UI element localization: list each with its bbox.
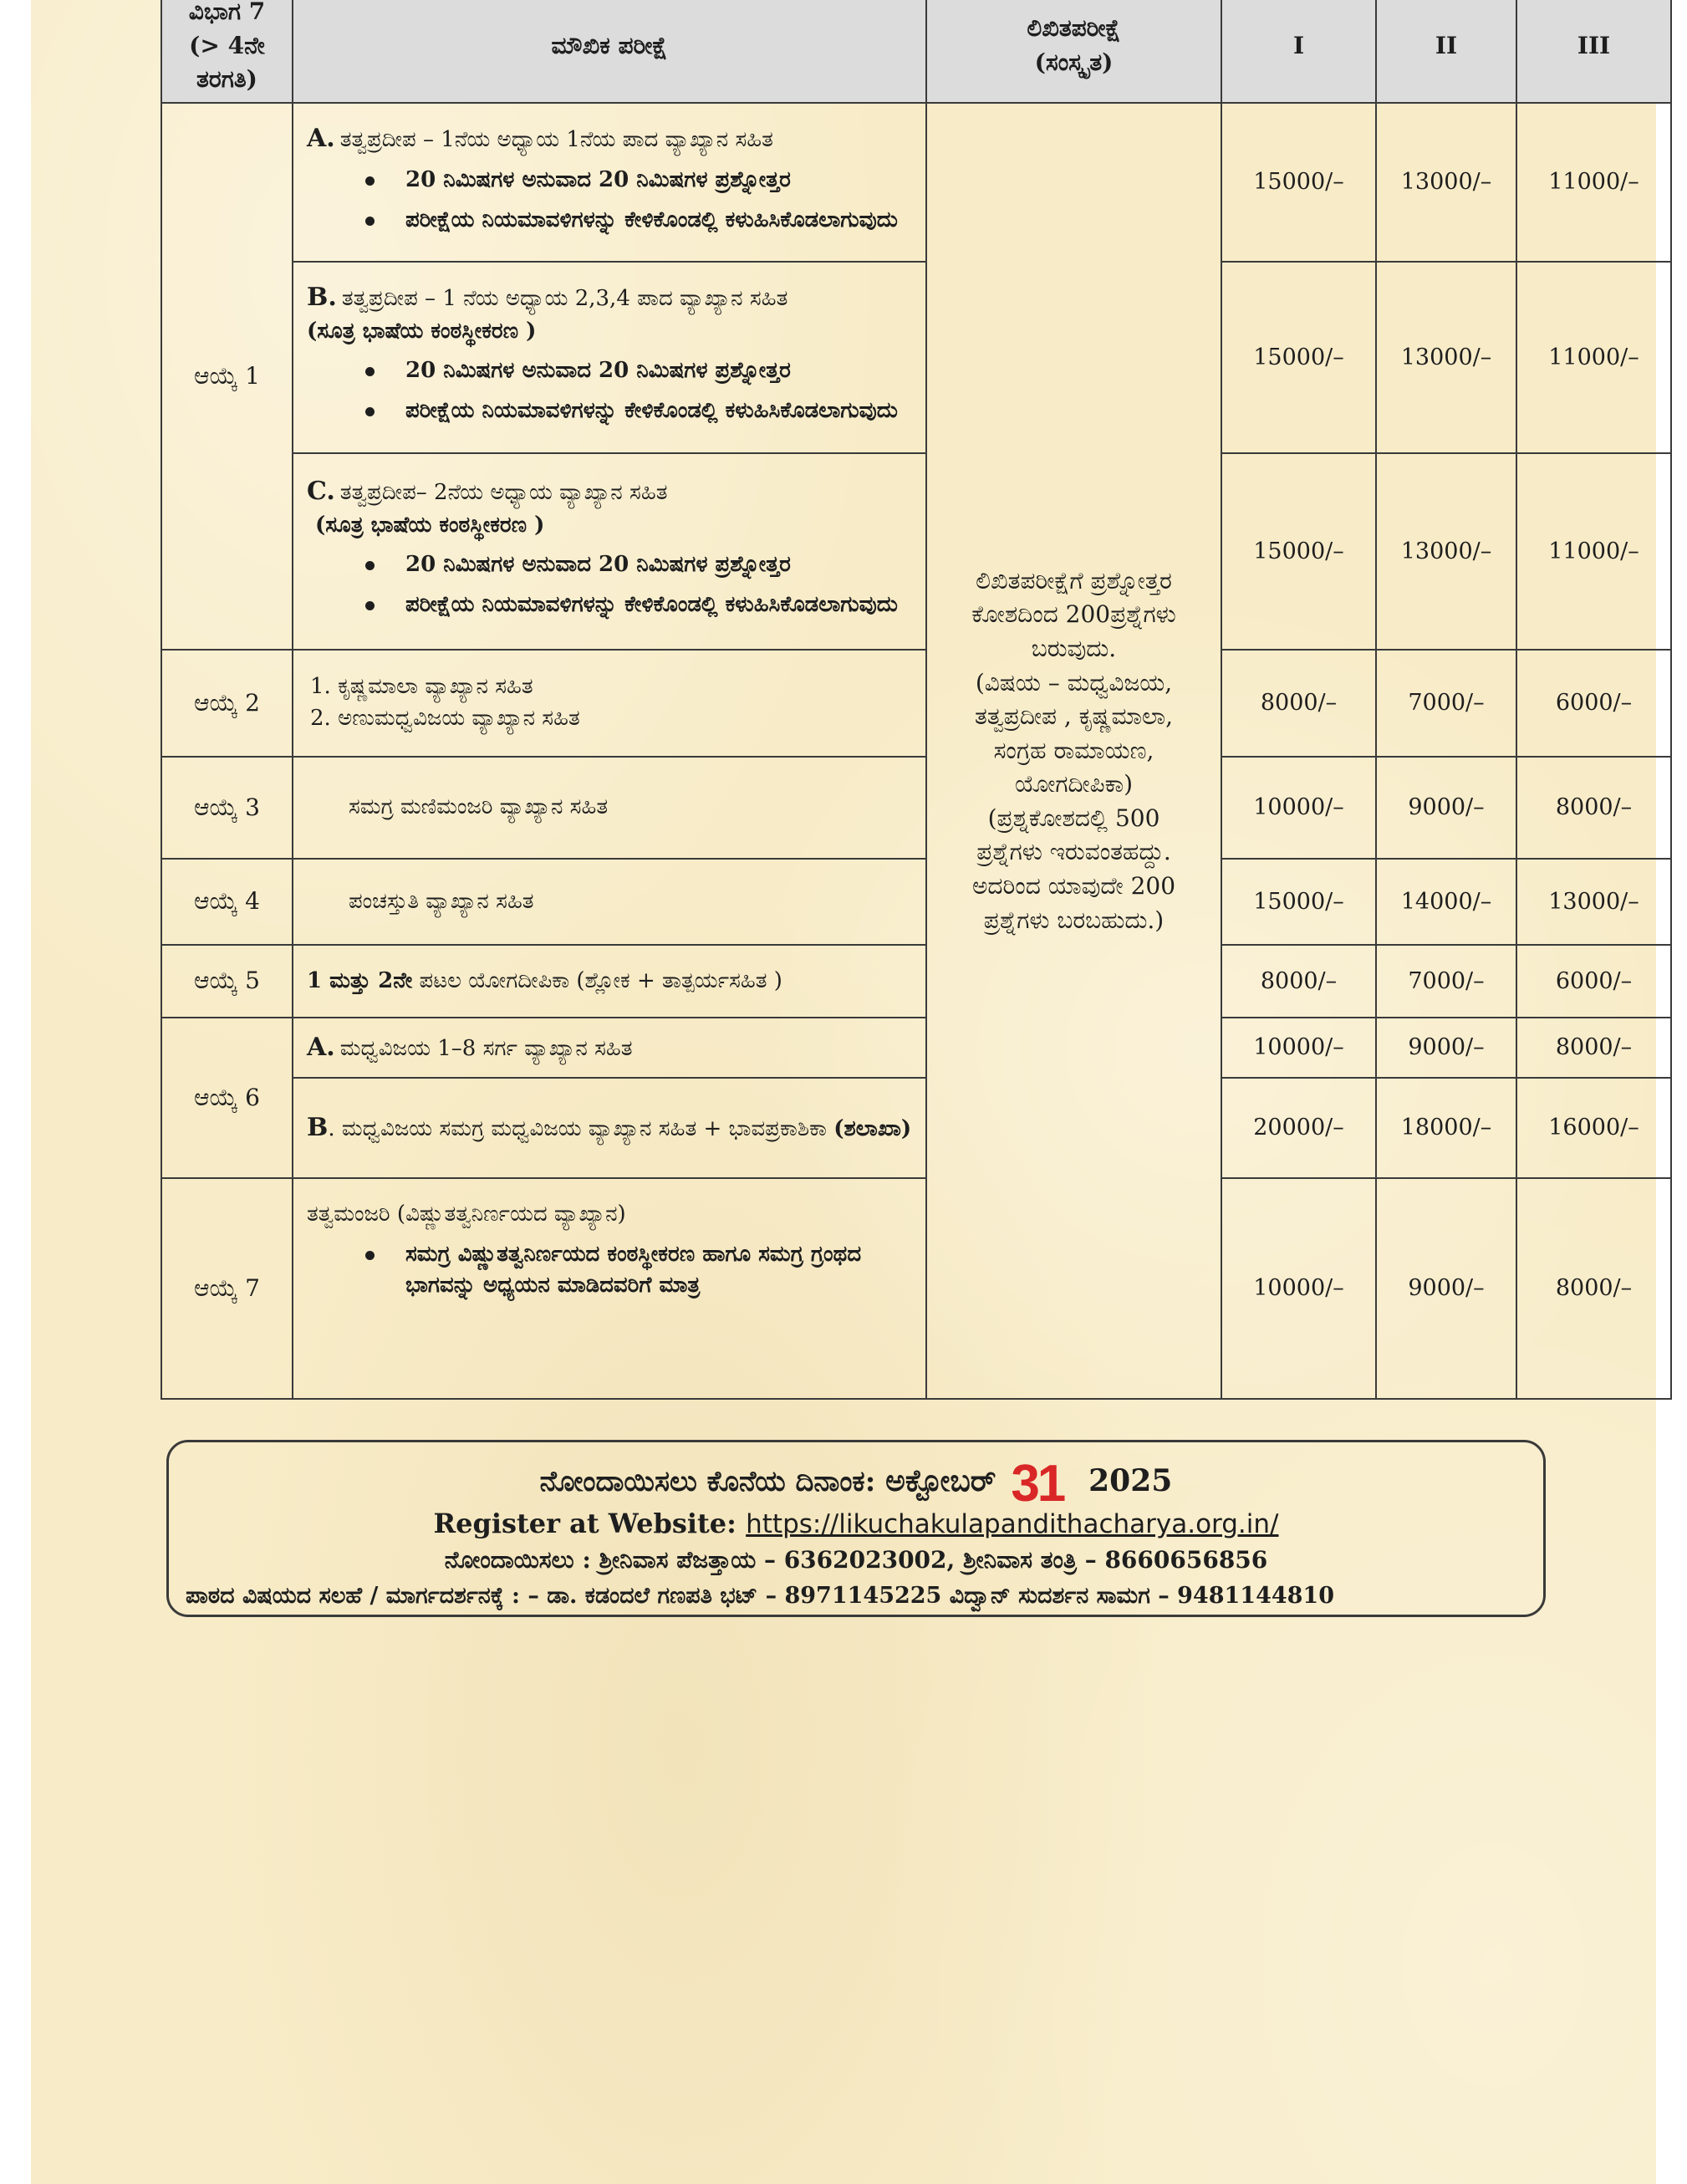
register-line (169, 1508, 1543, 1539)
option-1b-note: (ಸೂತ್ರ ಭಾಷೆಯ ಕಂಠಸ್ಥೀಕರಣ ) (307, 318, 537, 344)
table-header-row (161, 0, 1671, 103)
option-1b-prize-2: 13000/– (1376, 262, 1516, 453)
option-1b-description (293, 262, 926, 453)
option-1b-point-2: ಪರೀಕ್ಷೆಯ ನಿಯಮಾವಳಿಗಳನ್ನು ಕೇಳಿಕೊಂಡಲ್ಲಿ ಕಳುಹಿಸಿಕೊಡಲಾಗುವುದು (307, 395, 914, 427)
option-4-prize-1: 15000/– (1221, 859, 1376, 945)
table-row (161, 1018, 1671, 1078)
option-7-prize-3: 8000/– (1516, 1178, 1671, 1399)
option-6b-description (293, 1078, 926, 1178)
option-3-prize-2: 9000/– (1376, 757, 1516, 859)
option-6b-prize-3: 16000/– (1516, 1078, 1671, 1178)
deadline-day: 31 (1011, 1455, 1064, 1513)
header-category-line1: ವಿಭಾಗ 7 (188, 0, 266, 26)
register-website-link[interactable]: https://likuchakulapandithacharya.org.in/ (746, 1509, 1279, 1539)
option-7-prize-1: 10000/– (1221, 1178, 1376, 1399)
option-1a-prize-1: 15000/– (1221, 103, 1376, 262)
written-line-6: ಸಂಗ್ರಹ ರಾಮಾಯಣ, (993, 736, 1154, 764)
header-written-line2: (ಸಂಸ್ಕೃತ) (1034, 48, 1114, 76)
option-5-text: ಪಟಲ ಯೋಗದೀಪಿಕಾ (ಶ್ಲೋಕ + ತಾತ್ಪರ್ಯಸಹಿತ ) (419, 967, 782, 993)
option-4-description: ಪಂಚಸ್ತುತಿ ವ್ಯಾಖ್ಯಾನ ಸಹಿತ (293, 859, 926, 945)
option-1a-letter: A. (307, 123, 335, 153)
option-1b-letter: B. (307, 283, 337, 313)
register-label: Register at Website: (433, 1508, 736, 1539)
option-7-description (293, 1178, 926, 1399)
option-6a-prize-3: 8000/– (1516, 1018, 1671, 1078)
table-row (161, 262, 1671, 453)
written-line-3: ಬರುವುದು. (1031, 634, 1117, 662)
option-6b-bold: (ಶಲಾಖಾ) (833, 1116, 912, 1142)
option-1c-note: (ಸೂತ್ರ ಭಾಷೆಯ ಕಂಠಸ್ಥೀಕರಣ ) (315, 512, 545, 538)
written-line-7: ಯೋಗದೀಪಿಕಾ) (1014, 770, 1134, 799)
option-1c-title: ತತ್ವಪ್ರದೀಪ– 2ನೆಯ ಅಧ್ಯಾಯ ವ್ಯಾಖ್ಯಾನ ಸಹಿತ (339, 480, 668, 506)
written-line-4: (ವಿಷಯ – ಮಧ್ವವಿಜಯ, (975, 668, 1173, 697)
option-7-label: ಆಯ್ಕೆ 7 (161, 1178, 293, 1399)
deadline-label: ನೋಂದಾಯಿಸಲು ಕೊನೆಯ ದಿನಾಂಕ: (539, 1465, 876, 1498)
option-5-label: ಆಯ್ಕೆ 5 (161, 945, 293, 1018)
option-6a-prize-2: 9000/– (1376, 1018, 1516, 1078)
written-line-2: ಕೋಶದಿಂದ 200ಪ್ರಶ್ನೆಗಳು (971, 600, 1176, 629)
option-4-prize-3: 13000/– (1516, 859, 1671, 945)
option-5-prize-3: 6000/– (1516, 945, 1671, 1018)
option-3-prize-1: 10000/– (1221, 757, 1376, 859)
option-1b-title: ತತ್ವಪ್ರದೀಪ – 1 ನೆಯ ಅಧ್ಯಾಯ 2,3,4 ಪಾದ ವ್ಯಾಖ್ಯಾನ ಸಹಿತ (341, 286, 788, 312)
table-row (161, 757, 1671, 859)
table-row (161, 945, 1671, 1018)
registration-info-box (166, 1440, 1546, 1617)
option-1c-prize-3: 11000/– (1516, 453, 1671, 650)
option-1a-prize-3: 11000/– (1516, 103, 1671, 262)
option-1a-description (293, 103, 926, 262)
header-category (161, 0, 293, 103)
option-1a-title: ತತ್ವಪ್ರದೀಪ – 1ನೆಯ ಅಧ್ಯಾಯ 1ನೆಯ ಪಾದ ವ್ಯಾಖ್ಯಾನ ಸಹಿತ (339, 126, 773, 152)
table-row (161, 650, 1671, 757)
option-5-prize-2: 7000/– (1376, 945, 1516, 1018)
option-1c-point-2: ಪರೀಕ್ಷೆಯ ನಿಯಮಾವಳಿಗಳನ್ನು ಕೇಳಿಕೊಂಡಲ್ಲಿ ಕಳುಹಿಸಿಕೊಡಲಾಗುವುದು (307, 589, 914, 621)
option-2-label: ಆಯ್ಕೆ 2 (161, 650, 293, 757)
header-oral-exam: ಮೌಖಿಕ ಪರೀಕ್ಷೆ (293, 0, 926, 103)
option-1c-prize-1: 15000/– (1221, 453, 1376, 650)
header-prize-3: III (1516, 0, 1671, 103)
guidance-line: ಪಾಠದ ವಿಷಯದ ಸಲಹೆ / ಮಾರ್ಗದರ್ಶನಕ್ಕೆ : – ಡಾ. ಕಡಂದಲೆ ಗಣಪತಿ ಭಟ್ – 8971145225 ವಿದ್ವಾನ್ ಸುದರ್ಶನ ಸಾಮಗ – 9481144810 (186, 1583, 1335, 1609)
option-3-prize-3: 8000/– (1516, 757, 1671, 859)
written-line-10: ಅದರಿಂದ ಯಾವುದೇ 200 (971, 872, 1176, 901)
option-6b-text: . ಮಧ್ವವಿಜಯ ಸಮಗ್ರ ಮಧ್ವವಿಜಯ ವ್ಯಾಖ್ಯಾನ ಸಹಿತ + ಭಾವಪ್ರಕಾಶಿಕಾ (328, 1116, 827, 1142)
written-line-11: ಪ್ರಶ್ನೆಗಳು ಬರಬಹುದು.) (983, 906, 1165, 934)
option-2-item-1: 1. ಕೃಷ್ಣಮಾಲಾ ವ್ಯಾಖ್ಯಾನ ಸಹಿತ (310, 674, 533, 700)
written-line-5: ತತ್ವಪ್ರದೀಪ , ಕೃಷ್ಣಮಾಲಾ, (975, 702, 1173, 731)
paper-background (31, 0, 1656, 2184)
option-1c-letter: C. (307, 477, 335, 507)
table-row (161, 1078, 1671, 1178)
option-5-description (293, 945, 926, 1018)
option-1b-point-1: 20 ನಿಮಿಷಗಳ ಅನುವಾದ 20 ನಿಮಿಷಗಳ ಪ್ರಶ್ನೋತ್ತರ (307, 355, 914, 387)
option-6a-text: ಮಧ್ವವಿಜಯ 1–8 ಸರ್ಗ ವ್ಯಾಖ್ಯಾನ ಸಹಿತ (339, 1036, 633, 1062)
option-2-prize-2: 7000/– (1376, 650, 1516, 757)
fees-table (161, 0, 1672, 1400)
option-4-label: ಆಯ್ಕೆ 4 (161, 859, 293, 945)
option-6a-letter: A. (307, 1033, 335, 1063)
option-2-description (293, 650, 926, 757)
option-2-prize-1: 8000/– (1221, 650, 1376, 757)
option-7-title: ತತ್ವಮಂಜರಿ (ವಿಷ್ಣುತತ್ವನಿರ್ಣಯದ ವ್ಯಾಖ್ಯಾನ) (307, 1202, 626, 1227)
written-line-9: ಪ್ರಶ್ನೆಗಳು ಇರುವಂತಹದ್ದು. (976, 838, 1171, 866)
option-6b-prize-1: 20000/– (1221, 1078, 1376, 1178)
table-row (161, 103, 1671, 262)
contact-line: ನೋಂದಾಯಿಸಲು : ಶ್ರೀನಿವಾಸ ಪೆಜತ್ತಾಯ – 6362023002, ಶ್ರೀನಿವಾಸ ತಂತ್ರಿ – 8660656856 (444, 1546, 1268, 1574)
option-6b-letter: B (307, 1113, 329, 1143)
option-2-prize-3: 6000/– (1516, 650, 1671, 757)
option-1c-point-1: 20 ನಿಮಿಷಗಳ ಅನುವಾದ 20 ನಿಮಿಷಗಳ ಪ್ರಶ್ನೋತ್ತರ (307, 549, 914, 581)
option-1a-point-1: 20 ನಿಮಿಷಗಳ ಅನುವಾದ 20 ನಿಮಿಷಗಳ ಪ್ರಶ್ನೋತ್ತರ (307, 165, 914, 196)
option-1b-prize-1: 15000/– (1221, 262, 1376, 453)
option-5-prize-1: 8000/– (1221, 945, 1376, 1018)
option-1b-prize-3: 11000/– (1516, 262, 1671, 453)
option-7-point-1: ಸಮಗ್ರ ವಿಷ್ಣುತತ್ವನಿರ್ಣಯದ ಕಂಠಸ್ಥೀಕರಣ ಹಾಗೂ ಸಮಗ್ರ ಗ್ರಂಥದ ಭಾಗವನ್ನು ಅಧ್ಯಯನ ಮಾಡಿದವರಿಗೆ ಮಾತ್ರ (307, 1239, 914, 1302)
option-1a-point-2: ಪರೀಕ್ಷೆಯ ನಿಯಮಾವಳಿಗಳನ್ನು ಕೇಳಿಕೊಂಡಲ್ಲಿ ಕಳುಹಿಸಿಕೊಡಲಾಗುವುದು (307, 205, 914, 237)
header-written-line1: ಲಿಖಿತಪರೀಕ್ಷೆ (1027, 14, 1121, 43)
header-category-line3: ತರಗತಿ) (196, 65, 257, 94)
deadline-month: ಅಕ್ಟೋಬರ್ (885, 1463, 996, 1498)
deadline-year: 2025 (1088, 1463, 1173, 1498)
header-written-exam (926, 0, 1221, 103)
header-prize-2: II (1376, 0, 1516, 103)
written-line-1: ಲಿಖಿತಪರೀಕ್ಷೆಗೆ ಪ್ರಶ್ನೋತ್ತರ (976, 566, 1172, 594)
written-line-8: (ಪ್ರಶ್ನಕೋಶದಲ್ಲಿ 500 (987, 804, 1160, 832)
table-row (161, 453, 1671, 650)
header-category-line2: (> 4ನೇ (189, 31, 265, 59)
option-6a-description (293, 1018, 926, 1078)
option-6-label: ಆಯ್ಕೆ 6 (161, 1018, 293, 1178)
option-1-label: ಆಯ್ಕೆ 1 (161, 103, 293, 650)
header-prize-1: I (1221, 0, 1376, 103)
option-1c-description (293, 453, 926, 650)
deadline-line (169, 1454, 1543, 1513)
option-1a-prize-2: 13000/– (1376, 103, 1516, 262)
option-1c-prize-2: 13000/– (1376, 453, 1516, 650)
option-6b-prize-2: 18000/– (1376, 1078, 1516, 1178)
option-7-prize-2: 9000/– (1376, 1178, 1516, 1399)
option-4-prize-2: 14000/– (1376, 859, 1516, 945)
option-5-bold: 1 ಮತ್ತು 2ನೇ (307, 967, 413, 993)
table-row (161, 1178, 1671, 1399)
option-6a-prize-1: 10000/– (1221, 1018, 1376, 1078)
table-row (161, 859, 1671, 945)
option-3-description: ಸಮಗ್ರ ಮಣಿಮಂಜರಿ ವ್ಯಾಖ್ಯಾನ ಸಹಿತ (293, 757, 926, 859)
written-exam-details (926, 103, 1221, 1399)
option-3-label: ಆಯ್ಕೆ 3 (161, 757, 293, 859)
option-2-item-2: 2. ಅಣುಮಧ್ವವಿಜಯ ವ್ಯಾಖ್ಯಾನ ಸಹಿತ (310, 706, 580, 731)
